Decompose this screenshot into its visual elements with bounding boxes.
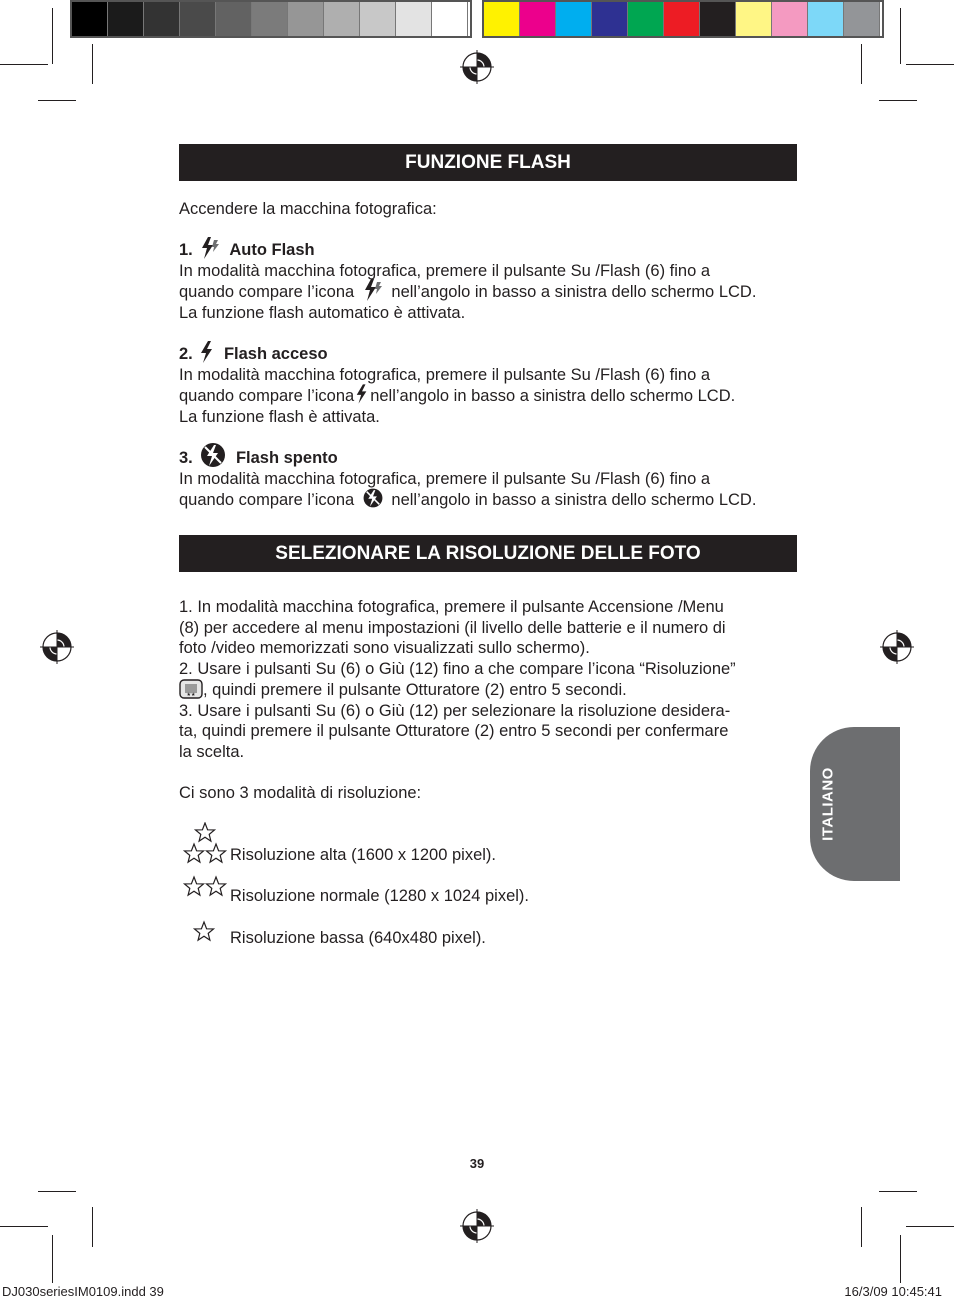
mode-high: Risoluzione alta (1600 x 1200 pixel). <box>230 846 496 864</box>
color-swatch <box>484 2 520 36</box>
resolution-line-6: 3. Usare i pulsanti Su (6) o Giù (12) per selezionare la risoluzione desidera- <box>179 702 731 720</box>
language-tab-label: ITALIANO <box>819 767 837 841</box>
crop-mark <box>38 1191 76 1192</box>
page-number: 39 <box>469 1156 485 1171</box>
color-swatch <box>520 2 556 36</box>
item-title-auto-flash: 1. Auto Flash <box>179 240 315 261</box>
flash-off-icon <box>199 441 227 469</box>
flash-on-icon <box>355 383 369 405</box>
crop-mark <box>900 1235 901 1283</box>
crop-mark <box>38 100 76 101</box>
crop-mark <box>52 8 53 64</box>
crop-mark <box>861 1207 862 1247</box>
resolution-line-7: ta, quindi premere il pulsante Otturatore (2) entro 5 secondi per confermare <box>179 722 729 740</box>
color-swatch <box>736 2 772 36</box>
section-heading-flash: FUNZIONE FLASH <box>179 144 797 181</box>
intro-text: Accendere la macchina fotografica: <box>179 200 437 218</box>
resolution-line-1: 1. In modalità macchina fotografica, premere il pulsante Accensione /Menu <box>179 598 724 616</box>
item-2-line-1: In modalità macchina fotografica, premere il pulsante Su /Flash (6) fino a <box>179 366 711 384</box>
color-swatch <box>108 2 144 36</box>
two-stars-icon <box>181 874 229 898</box>
footer-file-info: DJ030seriesIM0109.indd 39 <box>2 1284 164 1299</box>
mode-normal: Risoluzione normale (1280 x 1024 pixel). <box>230 887 529 905</box>
color-swatch <box>144 2 180 36</box>
item-1-line-2: quando compare l’icona nell’angolo in basso a sinistra dello schermo LCD. <box>179 282 756 303</box>
color-swatch <box>324 2 360 36</box>
color-swatch <box>592 2 628 36</box>
crop-mark <box>861 44 862 84</box>
gray-color-bar <box>70 0 472 38</box>
crop-mark <box>900 8 901 64</box>
resolution-line-8: la scelta. <box>179 743 245 761</box>
flash-on-icon <box>199 340 215 364</box>
color-swatch <box>288 2 324 36</box>
process-color-bar <box>482 0 884 38</box>
item-3-line-1: In modalità macchina fotografica, premere il pulsante Su /Flash (6) fino a <box>179 470 711 488</box>
crop-mark <box>879 1191 917 1192</box>
crop-mark <box>92 1207 93 1247</box>
registration-mark-icon <box>880 630 914 664</box>
item-2-line-3: La funzione flash è attivata. <box>179 408 380 426</box>
resolution-line-3: foto /video memorizzati sono visualizzati sullo schermo). <box>179 639 590 657</box>
section-heading-resolution: SELEZIONARE LA RISOLUZIONE DELLE FOTO <box>179 535 797 572</box>
crop-mark <box>0 64 48 65</box>
svg-text:★★: ★★ <box>186 691 196 698</box>
color-swatch <box>808 2 844 36</box>
resolution-line-4: 2. Usare i pulsanti Su (6) o Giù (12) fino a che compare l’icona “Risoluzione” <box>179 660 736 678</box>
color-swatch <box>216 2 252 36</box>
color-swatch <box>664 2 700 36</box>
color-swatch <box>72 2 108 36</box>
color-swatch <box>628 2 664 36</box>
resolution-icon <box>179 679 203 699</box>
auto-flash-icon <box>199 236 221 260</box>
item-1-line-1: In modalità macchina fotografica, premere il pulsante Su /Flash (6) fino a <box>179 262 711 280</box>
auto-flash-icon <box>362 278 384 302</box>
flash-off-icon <box>362 487 384 509</box>
crop-mark <box>0 1226 48 1227</box>
modes-intro: Ci sono 3 modalità di risoluzione: <box>179 784 422 802</box>
resolution-line-2: (8) per accedere al menu impostazioni (il livello delle batterie e il numero di <box>179 619 726 637</box>
registration-mark-icon <box>460 50 494 84</box>
color-swatch <box>844 2 880 36</box>
crop-mark <box>52 1235 53 1283</box>
resolution-line-5: ★★ , quindi premere il pulsante Otturatore (2) entro 5 secondi. <box>179 680 627 701</box>
color-swatch <box>556 2 592 36</box>
color-swatch <box>252 2 288 36</box>
color-swatch <box>772 2 808 36</box>
item-1-line-3: La funzione flash automatico è attivata. <box>179 304 466 322</box>
item-title-flash-off: 3. Flash spento <box>179 448 338 469</box>
crop-mark <box>906 64 954 65</box>
mode-low: Risoluzione bassa (640x480 pixel). <box>230 929 486 947</box>
color-swatch <box>360 2 396 36</box>
item-title-flash-on: 2. Flash acceso <box>179 344 328 365</box>
color-swatch <box>396 2 432 36</box>
three-stars-icon <box>181 822 229 866</box>
color-swatch <box>180 2 216 36</box>
crop-mark <box>92 44 93 84</box>
color-swatch <box>432 2 468 36</box>
registration-mark-icon <box>40 630 74 664</box>
crop-mark <box>879 100 917 101</box>
item-2-line-2: quando compare l’icona nell’angolo in basso a sinistra dello schermo LCD. <box>179 386 735 407</box>
one-star-icon <box>190 918 218 944</box>
item-3-line-2: quando compare l’icona nell’angolo in basso a sinistra dello schermo LCD. <box>179 490 756 511</box>
registration-mark-icon <box>460 1209 494 1243</box>
color-swatch <box>700 2 736 36</box>
footer-date: 16/3/09 10:45:41 <box>844 1284 942 1299</box>
crop-mark <box>906 1226 954 1227</box>
